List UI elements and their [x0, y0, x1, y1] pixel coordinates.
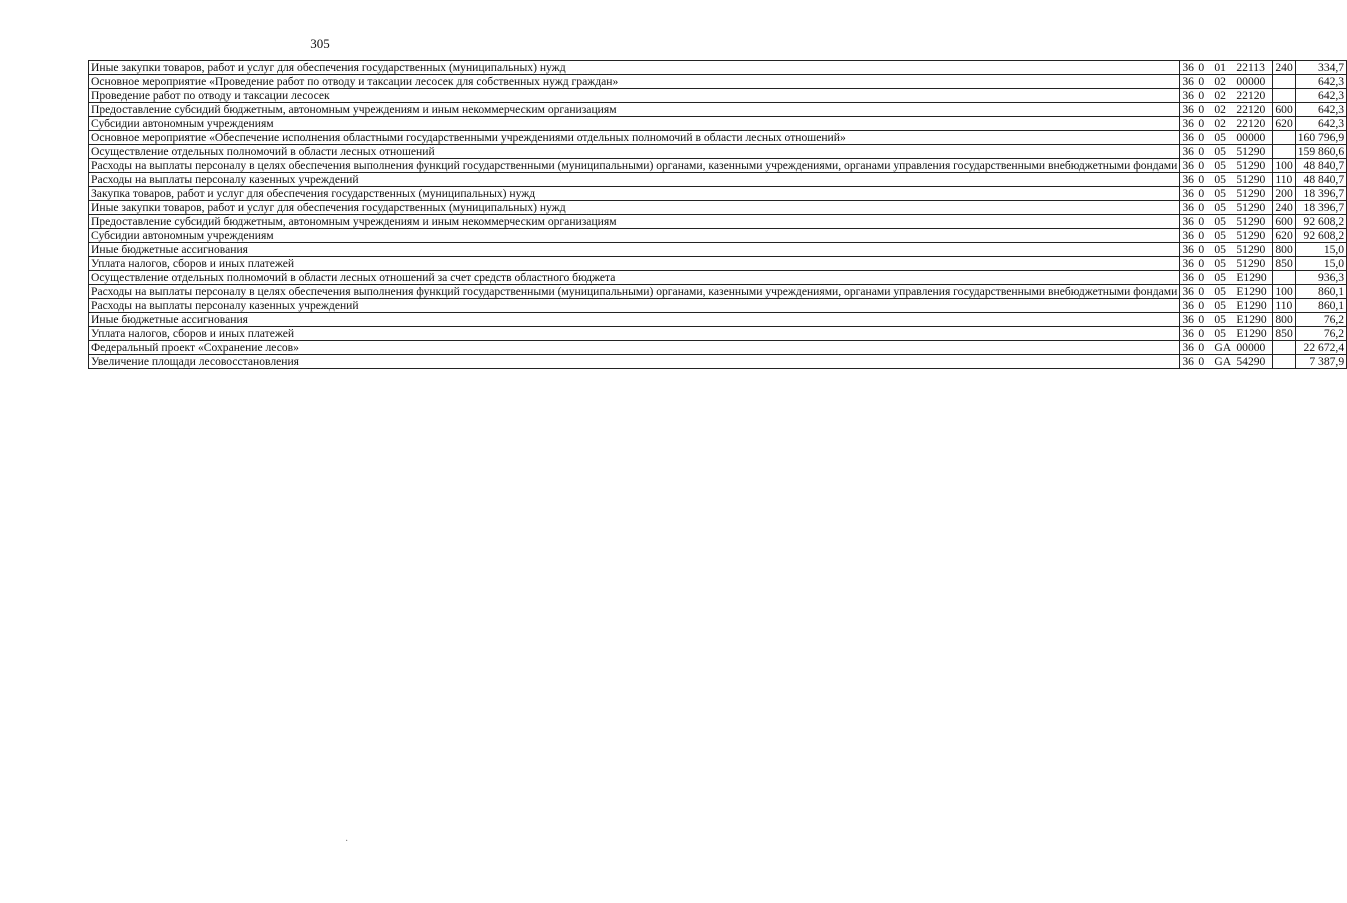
code-part-c4: 22120 — [1236, 117, 1266, 130]
code-part-c3: 05 — [1214, 159, 1226, 172]
code-part-c4: 51290 — [1236, 187, 1266, 200]
code-part-c2: 0 — [1198, 285, 1205, 298]
row-amount: 15,0 — [1295, 243, 1346, 257]
code-part-c2: 0 — [1198, 145, 1205, 158]
code-part-c1: 36 — [1182, 341, 1194, 354]
code-part-c3: 05 — [1214, 215, 1226, 228]
code-part-c1: 36 — [1182, 145, 1194, 158]
row-name: Проведение работ по отводу и таксации лесосек — [89, 89, 1180, 103]
code-part-c1: 36 — [1182, 187, 1194, 200]
row-expense-type: 100 — [1273, 285, 1295, 299]
row-code — [1180, 257, 1273, 271]
row-expense-type — [1273, 89, 1295, 103]
row-expense-type: 600 — [1273, 103, 1295, 117]
row-expense-type — [1273, 145, 1295, 159]
row-amount: 92 608,2 — [1295, 229, 1346, 243]
code-part-c3: 02 — [1214, 103, 1226, 116]
code-part-c3: 05 — [1214, 145, 1226, 158]
row-name: Субсидии автономным учреждениям — [89, 229, 1180, 243]
code-part-c3: 05 — [1214, 201, 1226, 214]
code-part-c4: 00000 — [1236, 341, 1266, 354]
table-row — [89, 173, 1347, 187]
budget-table — [88, 60, 1347, 369]
code-part-c4: 00000 — [1236, 75, 1266, 88]
code-part-c4: E1290 — [1236, 327, 1267, 340]
row-name: Основное мероприятие «Обеспечение исполнения областными государственными учреждениями отдельных полномочий в области лесных отношений» — [89, 131, 1180, 145]
table-row — [89, 355, 1347, 369]
code-part-c2: 0 — [1198, 187, 1205, 200]
table-row — [89, 257, 1347, 271]
row-name: Расходы на выплаты персоналу в целях обеспечения выполнения функций государственными (муниципальными) органами, казенными учреждениями, органами управления государственными внебюджетными фондами — [89, 159, 1180, 173]
row-code — [1180, 117, 1273, 131]
code-part-c2: 0 — [1198, 257, 1205, 270]
code-part-c2: 0 — [1198, 299, 1205, 312]
code-part-c3: 05 — [1214, 187, 1226, 200]
row-code — [1180, 89, 1273, 103]
row-name: Осуществление отдельных полномочий в области лесных отношений за счет средств областного бюджета — [89, 271, 1180, 285]
code-part-c4: E1290 — [1236, 299, 1267, 312]
table-row — [89, 243, 1347, 257]
code-part-c4: E1290 — [1236, 271, 1267, 284]
code-part-c4: 51290 — [1236, 201, 1266, 214]
row-expense-type: 100 — [1273, 159, 1295, 173]
row-name: Субсидии автономным учреждениям — [89, 117, 1180, 131]
row-amount: 642,3 — [1295, 103, 1346, 117]
code-part-c1: 36 — [1182, 61, 1194, 74]
row-code — [1180, 145, 1273, 159]
code-part-c3: 02 — [1214, 75, 1226, 88]
row-code — [1180, 215, 1273, 229]
row-amount: 860,1 — [1295, 299, 1346, 313]
table-row — [89, 131, 1347, 145]
code-part-c4: 22120 — [1236, 89, 1266, 102]
table-row — [89, 327, 1347, 341]
code-part-c2: 0 — [1198, 229, 1205, 242]
code-part-c1: 36 — [1182, 117, 1194, 130]
row-amount: 334,7 — [1295, 61, 1346, 75]
budget-table-body — [89, 61, 1347, 369]
code-part-c3: 02 — [1214, 89, 1226, 102]
code-part-c3: 05 — [1214, 271, 1226, 284]
code-part-c3: 05 — [1214, 285, 1226, 298]
code-part-c2: 0 — [1198, 159, 1205, 172]
table-row — [89, 117, 1347, 131]
table-row — [89, 103, 1347, 117]
row-expense-type — [1273, 341, 1295, 355]
row-name: Осуществление отдельных полномочий в области лесных отношений — [89, 145, 1180, 159]
code-part-c1: 36 — [1182, 103, 1194, 116]
row-code — [1180, 201, 1273, 215]
code-part-c1: 36 — [1182, 257, 1194, 270]
row-name: Уплата налогов, сборов и иных платежей — [89, 257, 1180, 271]
code-part-c4: 51290 — [1236, 159, 1266, 172]
code-part-c4: E1290 — [1236, 313, 1267, 326]
row-name: Иные закупки товаров, работ и услуг для обеспечения государственных (муниципальных) нужд — [89, 61, 1180, 75]
code-part-c3: 05 — [1214, 173, 1226, 186]
code-part-c1: 36 — [1182, 131, 1194, 144]
row-name: Иные бюджетные ассигнования — [89, 243, 1180, 257]
code-part-c3: GA — [1214, 341, 1232, 354]
row-name: Федеральный проект «Сохранение лесов» — [89, 341, 1180, 355]
table-row — [89, 299, 1347, 313]
row-amount: 18 396,7 — [1295, 187, 1346, 201]
row-amount: 159 860,6 — [1295, 145, 1346, 159]
code-part-c4: 00000 — [1236, 131, 1266, 144]
table-row — [89, 187, 1347, 201]
code-part-c4: 22113 — [1236, 61, 1265, 74]
code-part-c1: 36 — [1182, 313, 1194, 326]
code-part-c3: 05 — [1214, 229, 1226, 242]
row-expense-type — [1273, 271, 1295, 285]
code-part-c3: 05 — [1214, 327, 1226, 340]
code-part-c4: 51290 — [1236, 257, 1266, 270]
code-part-c3: 05 — [1214, 313, 1226, 326]
table-row — [89, 159, 1347, 173]
table-row — [89, 313, 1347, 327]
code-part-c1: 36 — [1182, 243, 1194, 256]
code-part-c1: 36 — [1182, 355, 1194, 368]
row-code — [1180, 243, 1273, 257]
code-part-c1: 36 — [1182, 271, 1194, 284]
code-part-c4: 54290 — [1236, 355, 1266, 368]
code-part-c3: 05 — [1214, 131, 1226, 144]
table-row — [89, 215, 1347, 229]
row-amount: 48 840,7 — [1295, 159, 1346, 173]
table-row — [89, 61, 1347, 75]
row-name: Уплата налогов, сборов и иных платежей — [89, 327, 1180, 341]
code-part-c4: 51290 — [1236, 229, 1266, 242]
row-amount: 642,3 — [1295, 117, 1346, 131]
code-part-c3: 02 — [1214, 117, 1226, 130]
row-expense-type: 110 — [1273, 299, 1295, 313]
code-part-c2: 0 — [1198, 61, 1205, 74]
row-expense-type — [1273, 75, 1295, 89]
code-part-c4: 51290 — [1236, 145, 1266, 158]
code-part-c2: 0 — [1198, 89, 1205, 102]
code-part-c2: 0 — [1198, 103, 1205, 116]
code-part-c2: 0 — [1198, 117, 1205, 130]
row-name: Увеличение площади лесовосстановления — [89, 355, 1180, 369]
row-amount: 18 396,7 — [1295, 201, 1346, 215]
table-row — [89, 285, 1347, 299]
row-amount: 92 608,2 — [1295, 215, 1346, 229]
row-name: Иные закупки товаров, работ и услуг для обеспечения государственных (муниципальных) нужд — [89, 201, 1180, 215]
row-code — [1180, 271, 1273, 285]
row-amount: 48 840,7 — [1295, 173, 1346, 187]
code-part-c1: 36 — [1182, 173, 1194, 186]
code-part-c3: 05 — [1214, 243, 1226, 256]
code-part-c4: 51290 — [1236, 215, 1266, 228]
row-code — [1180, 313, 1273, 327]
row-code — [1180, 103, 1273, 117]
row-expense-type: 110 — [1273, 173, 1295, 187]
code-part-c1: 36 — [1182, 201, 1194, 214]
code-part-c2: 0 — [1198, 201, 1205, 214]
row-expense-type: 620 — [1273, 229, 1295, 243]
scan-speck: · — [345, 836, 349, 847]
row-amount: 860,1 — [1295, 285, 1346, 299]
row-code — [1180, 61, 1273, 75]
table-row — [89, 201, 1347, 215]
row-expense-type — [1273, 131, 1295, 145]
row-name: Основное мероприятие «Проведение работ по отводу и таксации лесосек для собственных нужд граждан» — [89, 75, 1180, 89]
code-part-c2: 0 — [1198, 131, 1205, 144]
row-amount: 936,3 — [1295, 271, 1346, 285]
code-part-c3: GA — [1214, 355, 1232, 368]
row-code — [1180, 285, 1273, 299]
table-row — [89, 145, 1347, 159]
row-name: Иные бюджетные ассигнования — [89, 313, 1180, 327]
table-row — [89, 229, 1347, 243]
row-code — [1180, 131, 1273, 145]
row-amount: 642,3 — [1295, 75, 1346, 89]
code-part-c1: 36 — [1182, 229, 1194, 242]
table-row — [89, 341, 1347, 355]
code-part-c1: 36 — [1182, 285, 1194, 298]
row-code — [1180, 327, 1273, 341]
row-expense-type — [1273, 355, 1295, 369]
row-expense-type: 800 — [1273, 243, 1295, 257]
row-amount: 160 796,9 — [1295, 131, 1346, 145]
row-amount: 22 672,4 — [1295, 341, 1346, 355]
code-part-c1: 36 — [1182, 327, 1194, 340]
code-part-c1: 36 — [1182, 299, 1194, 312]
row-name: Расходы на выплаты персоналу казенных учреждений — [89, 299, 1180, 313]
code-part-c1: 36 — [1182, 89, 1194, 102]
code-part-c2: 0 — [1198, 75, 1205, 88]
code-part-c2: 0 — [1198, 173, 1205, 186]
code-part-c2: 0 — [1198, 215, 1205, 228]
code-part-c3: 05 — [1214, 299, 1226, 312]
row-expense-type: 600 — [1273, 215, 1295, 229]
code-part-c2: 0 — [1198, 243, 1205, 256]
row-name: Закупка товаров, работ и услуг для обеспечения государственных (муниципальных) нужд — [89, 187, 1180, 201]
code-part-c2: 0 — [1198, 271, 1205, 284]
row-code — [1180, 159, 1273, 173]
row-amount: 7 387,9 — [1295, 355, 1346, 369]
code-part-c2: 0 — [1198, 355, 1205, 368]
row-code — [1180, 341, 1273, 355]
row-amount: 15,0 — [1295, 257, 1346, 271]
row-amount: 642,3 — [1295, 89, 1346, 103]
code-part-c3: 01 — [1214, 61, 1226, 74]
row-expense-type: 620 — [1273, 117, 1295, 131]
row-name: Предоставление субсидий бюджетным, автономным учреждениям и иным некоммерческим организациям — [89, 103, 1180, 117]
row-expense-type: 850 — [1273, 327, 1295, 341]
row-expense-type: 240 — [1273, 201, 1295, 215]
table-row — [89, 75, 1347, 89]
code-part-c1: 36 — [1182, 75, 1194, 88]
row-expense-type: 240 — [1273, 61, 1295, 75]
code-part-c4: E1290 — [1236, 285, 1267, 298]
row-name: Расходы на выплаты персоналу казенных учреждений — [89, 173, 1180, 187]
row-name: Предоставление субсидий бюджетным, автономным учреждениям и иным некоммерческим организациям — [89, 215, 1180, 229]
code-part-c2: 0 — [1198, 313, 1205, 326]
code-part-c1: 36 — [1182, 215, 1194, 228]
row-code — [1180, 173, 1273, 187]
row-code — [1180, 75, 1273, 89]
code-part-c2: 0 — [1198, 327, 1205, 340]
code-part-c4: 51290 — [1236, 173, 1266, 186]
row-code — [1180, 299, 1273, 313]
row-expense-type: 850 — [1273, 257, 1295, 271]
code-part-c4: 51290 — [1236, 243, 1266, 256]
row-expense-type: 200 — [1273, 187, 1295, 201]
code-part-c3: 05 — [1214, 257, 1226, 270]
code-part-c2: 0 — [1198, 341, 1205, 354]
code-part-c4: 22120 — [1236, 103, 1266, 116]
row-expense-type: 800 — [1273, 313, 1295, 327]
code-part-c1: 36 — [1182, 159, 1194, 172]
row-code — [1180, 355, 1273, 369]
row-code — [1180, 187, 1273, 201]
table-row — [89, 89, 1347, 103]
row-amount: 76,2 — [1295, 313, 1346, 327]
row-amount: 76,2 — [1295, 327, 1346, 341]
table-row — [89, 271, 1347, 285]
page-number: 305 — [310, 36, 330, 51]
row-code — [1180, 229, 1273, 243]
row-name: Расходы на выплаты персоналу в целях обеспечения выполнения функций государственными (муниципальными) органами, казенными учреждениями, органами управления государственными внебюджетными фондами — [89, 285, 1180, 299]
